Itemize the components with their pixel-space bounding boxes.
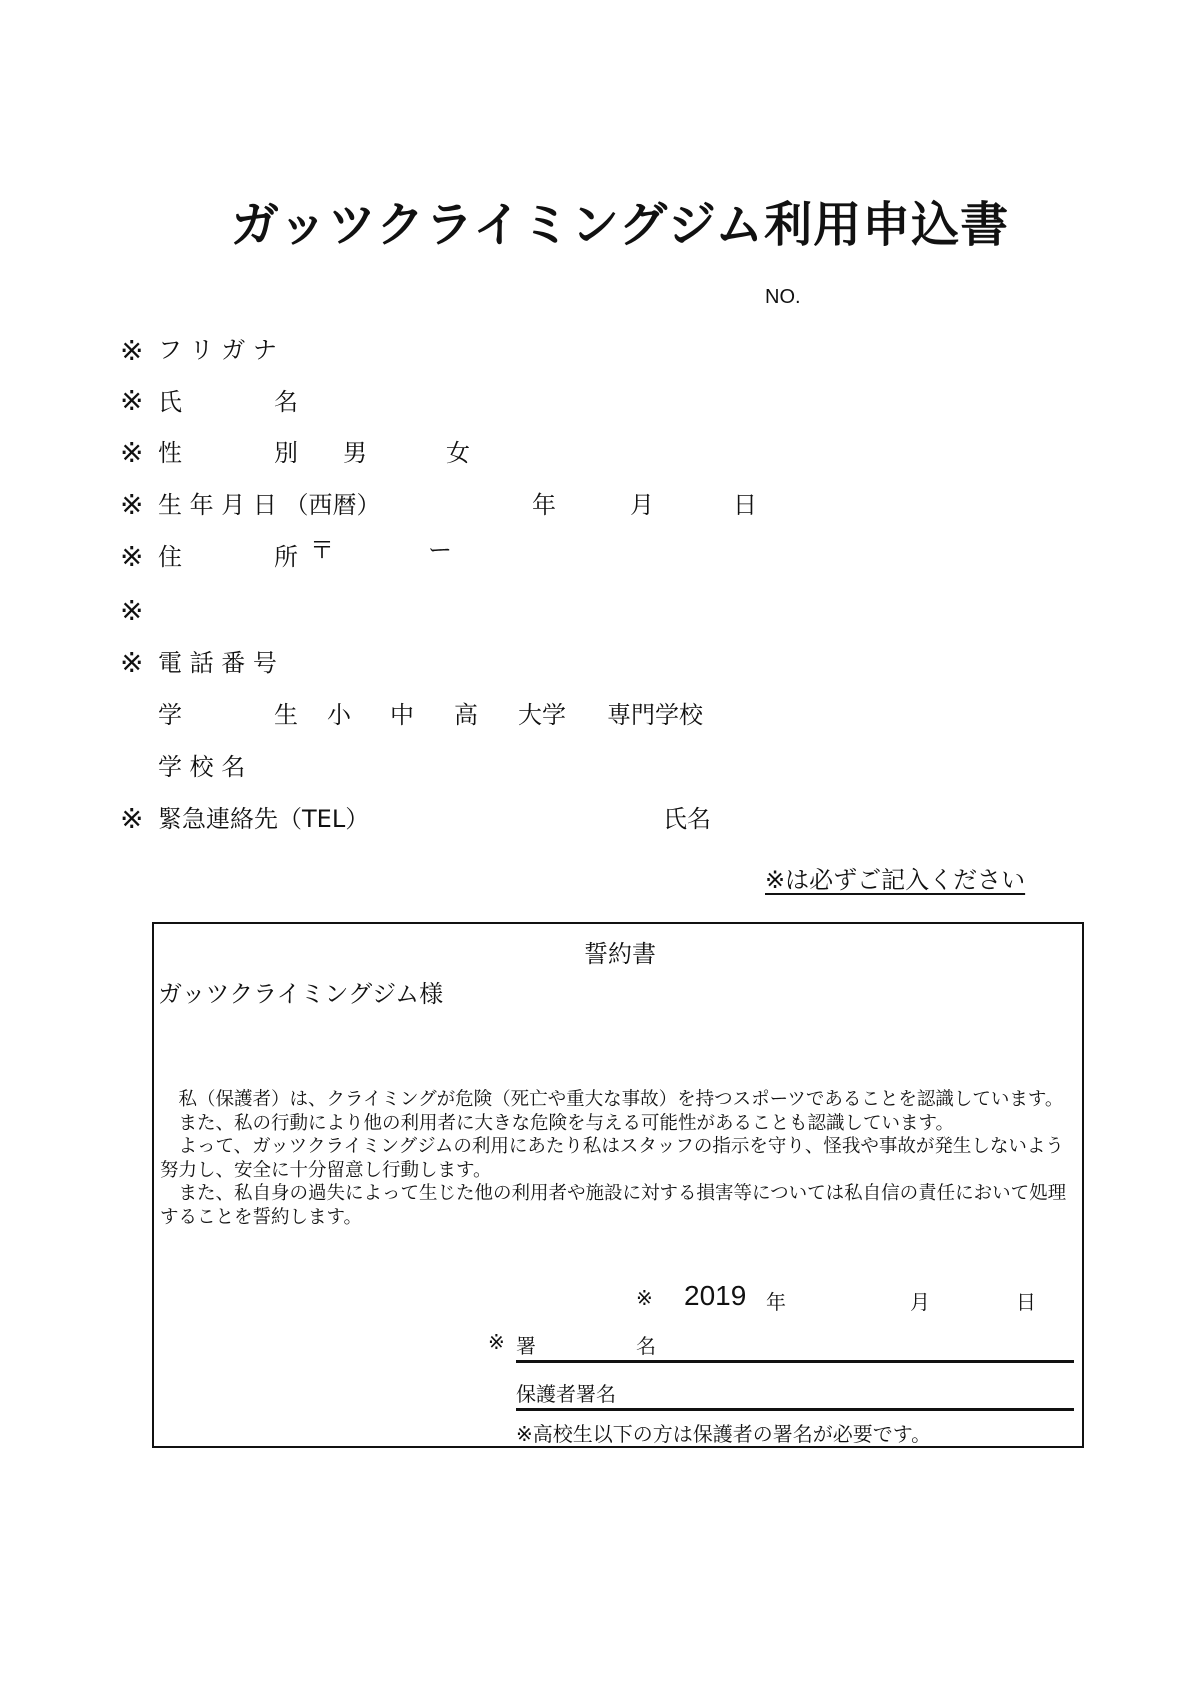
required-mark: ※ bbox=[120, 436, 144, 469]
signature-label-second: 名 bbox=[636, 1334, 656, 1358]
student-label-first: 学 bbox=[158, 701, 182, 729]
school-name-label: 学 校 名 bbox=[158, 753, 246, 781]
birth-month-unit: 月 bbox=[630, 491, 654, 519]
required-mark: ※ bbox=[120, 384, 144, 417]
pledge-paragraph: また、私の行動により他の利用者に大きな危険を与える可能性があることも認識しています。 bbox=[160, 1112, 955, 1134]
pledge-title: 誓約書 bbox=[584, 940, 656, 968]
pledge-year-unit: 年 bbox=[766, 1290, 786, 1314]
phone-label: 電 話 番 号 bbox=[158, 649, 277, 677]
pledge-paragraph: よって、ガッツクライミングジムの利用にあたり私はスタッフの指示を守り、怪我や事故が発生しないよう努力し、安全に十分留意し行動します。 bbox=[160, 1136, 1064, 1181]
required-mark: ※ bbox=[120, 488, 144, 521]
school-option-university[interactable]: 大学 bbox=[518, 701, 566, 729]
postal-mark: 〒 bbox=[310, 536, 334, 564]
gender-label-first: 性 bbox=[158, 439, 182, 467]
signature-required-mark: ※ bbox=[488, 1330, 505, 1354]
pledge-body bbox=[160, 1088, 1080, 1229]
required-mark: ※ bbox=[120, 802, 144, 835]
pledge-paragraph: また、私自身の過失によって生じた他の利用者や施設に対する損害等については私自信の責任において処理することを誓約します。 bbox=[160, 1183, 1067, 1228]
date-required-mark: ※ bbox=[636, 1286, 653, 1310]
furigana-label: フ リ ガ ナ bbox=[158, 336, 277, 364]
school-option-high[interactable]: 高 bbox=[454, 701, 478, 729]
guardian-signature-line[interactable] bbox=[516, 1408, 1074, 1411]
gender-option-female[interactable]: 女 bbox=[446, 439, 470, 467]
signature-label-first: 署 bbox=[516, 1334, 536, 1358]
school-option-elementary[interactable]: 小 bbox=[327, 701, 351, 729]
gender-option-male[interactable]: 男 bbox=[343, 439, 367, 467]
school-option-vocational[interactable]: 専門学校 bbox=[607, 701, 703, 729]
address-label-first: 住 bbox=[158, 543, 182, 571]
required-mark: ※ bbox=[120, 646, 144, 679]
pledge-box bbox=[152, 922, 1084, 1448]
emergency-name-label: 氏名 bbox=[663, 805, 711, 833]
form-number-label: NO. bbox=[765, 286, 801, 308]
required-note: ※は必ずご記入ください bbox=[765, 866, 1026, 894]
school-option-middle[interactable]: 中 bbox=[390, 701, 414, 729]
pledge-addressee: ガッツクライミングジム様 bbox=[158, 980, 444, 1008]
birth-year-unit: 年 bbox=[532, 491, 556, 519]
gender-label-second: 別 bbox=[274, 439, 298, 467]
pledge-month-unit: 月 bbox=[910, 1290, 930, 1314]
required-mark: ※ bbox=[120, 334, 144, 367]
pledge-paragraph: 私（保護者）は、クライミングが危険（死亡や重大な事故）を持つスポーツであることを認識しています。 bbox=[160, 1089, 1064, 1110]
student-label-second: 生 bbox=[274, 701, 298, 729]
birth-day-unit: 日 bbox=[733, 491, 757, 519]
name-label-second: 名 bbox=[274, 388, 298, 416]
page-title: ガッツクライミングジム利用申込書 bbox=[230, 197, 1010, 253]
name-label-first: 氏 bbox=[158, 388, 182, 416]
signature-line[interactable] bbox=[516, 1360, 1074, 1363]
required-mark: ※ bbox=[120, 540, 144, 573]
required-mark: ※ bbox=[120, 594, 144, 627]
address-label-second: 所 bbox=[274, 543, 298, 571]
guardian-signature-label: 保護者署名 bbox=[516, 1382, 616, 1406]
pledge-year-value: 2019 bbox=[684, 1280, 747, 1311]
birthdate-label: 生 年 月 日 （西暦） bbox=[158, 491, 381, 519]
emergency-contact-label: 緊急連絡先（TEL） bbox=[158, 805, 370, 833]
pledge-day-unit: 日 bbox=[1016, 1290, 1036, 1314]
guardian-note: ※高校生以下の方は保護者の署名が必要です。 bbox=[516, 1422, 932, 1446]
postal-dash: ー bbox=[428, 536, 452, 564]
